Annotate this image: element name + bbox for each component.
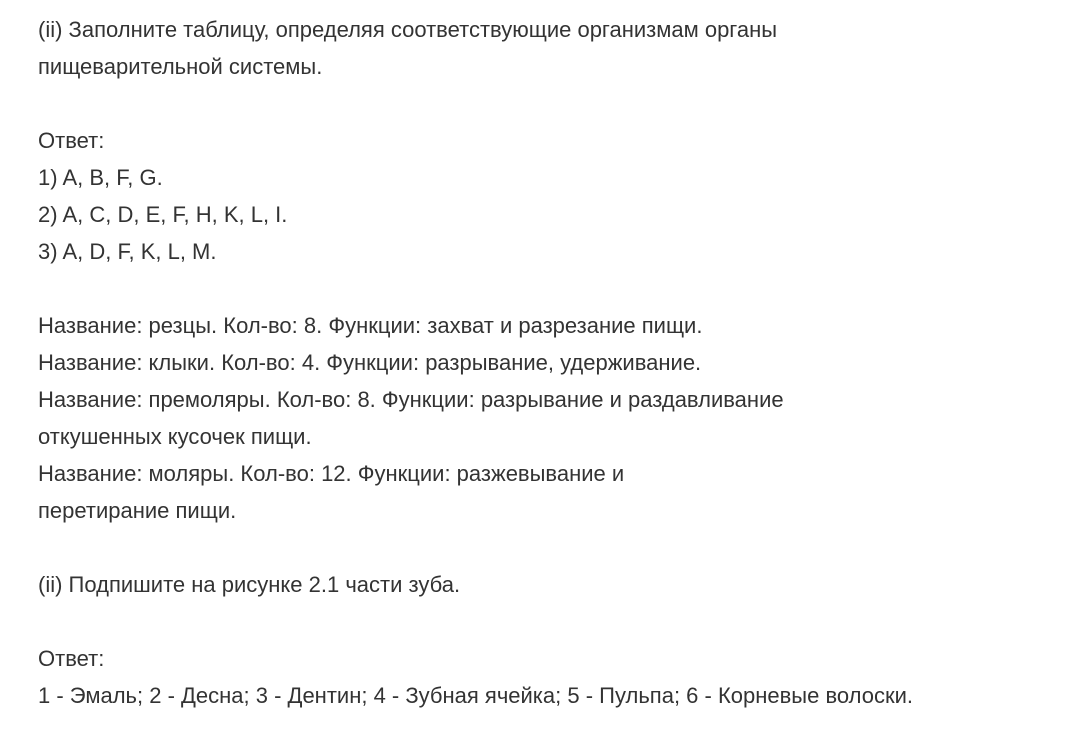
document-body <box>38 11 1068 714</box>
teeth-line: Название: моляры. Кол-во: 12. Функции: разжевывание и <box>38 461 625 486</box>
answer-2-text: 1 - Эмаль; 2 - Десна; 3 - Дентин; 4 - Зубная ячейка; 5 - Пульпа; 6 - Корневые волоски. <box>38 683 914 708</box>
answer-1-item: 1) A, B, F, G. <box>38 165 163 190</box>
question-2-line-1: (ii) Подпишите на рисунке 2.1 части зуба. <box>38 572 461 597</box>
teeth-line: Название: резцы. Кол-во: 8. Функции: захват и разрезание пищи. <box>38 313 703 338</box>
spacer <box>38 603 1068 640</box>
answer-1-item: 2) A, C, D, E, F, H, K, L, I. <box>38 202 288 227</box>
question-1-line-1: (ii) Заполните таблицу, определяя соответствующие организмам органы <box>38 17 778 42</box>
answer-2-label: Ответ: <box>38 646 105 671</box>
answer-1-item: 3) A, D, F, K, L, M. <box>38 239 217 264</box>
spacer <box>38 529 1068 566</box>
spacer <box>38 85 1068 122</box>
spacer <box>38 270 1068 307</box>
teeth-line: Название: клыки. Кол-во: 4. Функции: разрывание, удерживание. <box>38 350 702 375</box>
teeth-line: Название: премоляры. Кол-во: 8. Функции: разрывание и раздавливание <box>38 387 784 412</box>
teeth-line: откушенных кусочек пищи. <box>38 424 312 449</box>
answer-1-label: Ответ: <box>38 128 105 153</box>
question-1-line-2: пищеварительной системы. <box>38 54 323 79</box>
teeth-line: перетирание пищи. <box>38 498 237 523</box>
